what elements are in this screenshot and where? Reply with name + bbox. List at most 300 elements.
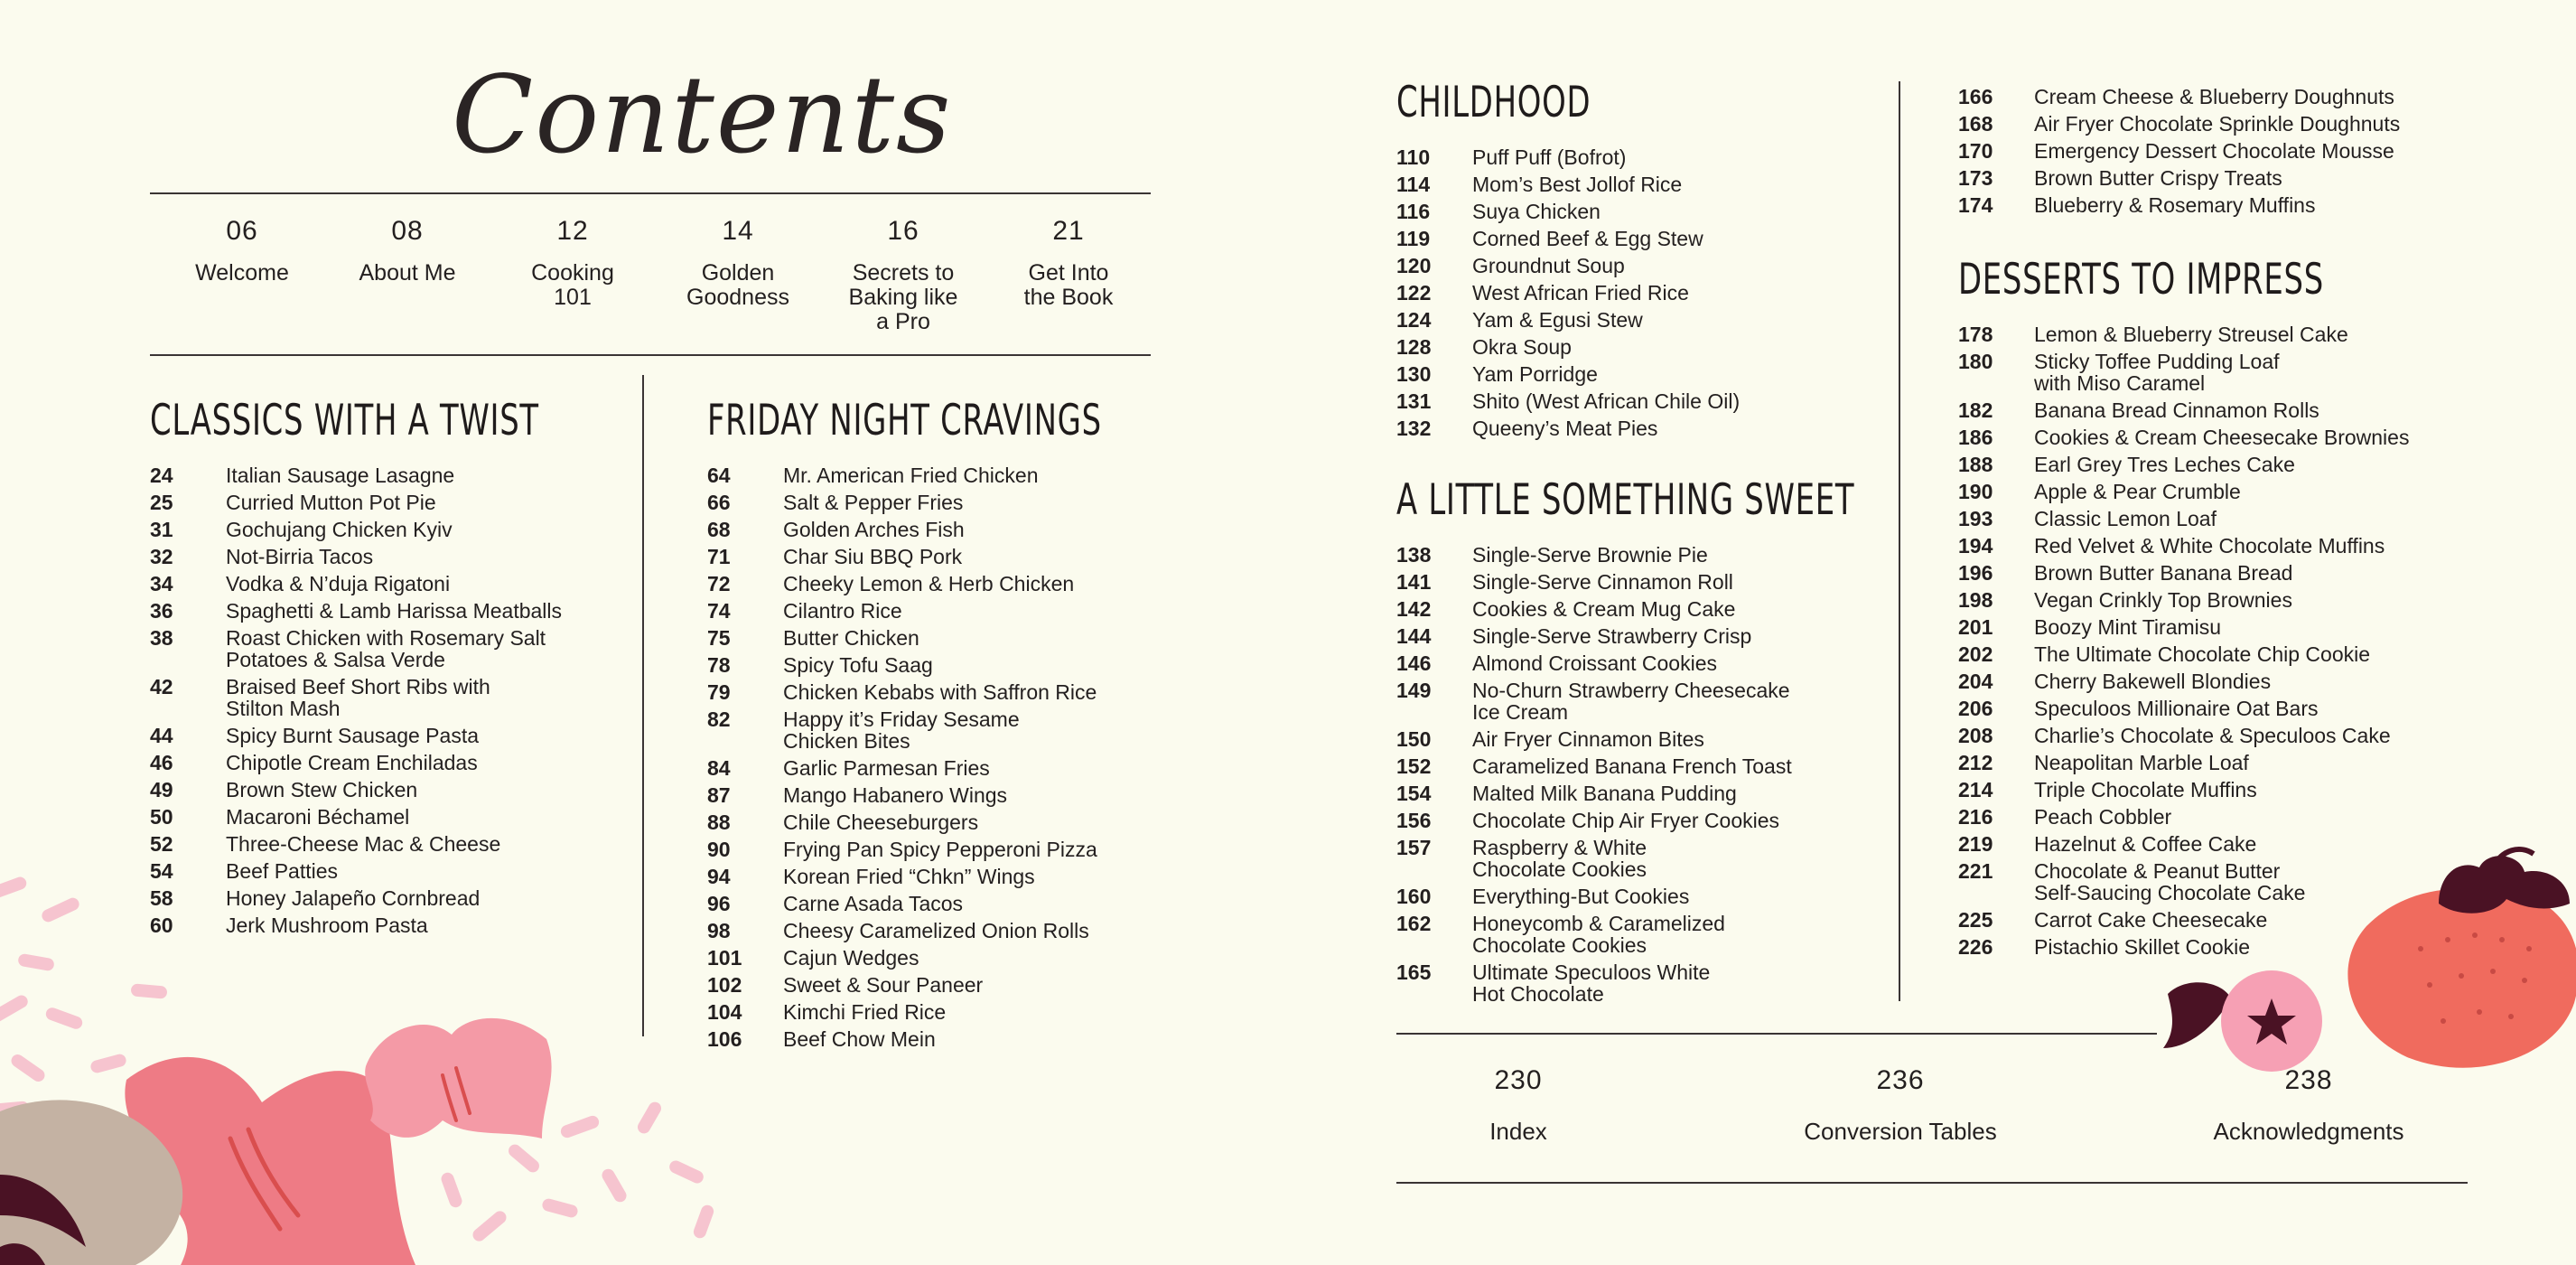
recipe-name: Shito (West African Chile Oil) xyxy=(1472,389,1741,413)
divider xyxy=(150,192,1151,194)
recipe-page-number: 46 xyxy=(150,751,173,774)
recipe-entry[interactable] xyxy=(150,887,620,909)
front-matter-item[interactable] xyxy=(657,216,819,310)
recipe-entry[interactable] xyxy=(1958,833,2536,855)
recipe-entry[interactable] xyxy=(1958,454,2536,475)
recipe-list-sweet-continued xyxy=(1958,86,2536,221)
recipe-page-number: 226 xyxy=(1958,935,1993,959)
recipe-name: Braised Beef Short Ribs with Stilton Mash xyxy=(226,675,490,720)
recipe-entry[interactable] xyxy=(150,779,620,801)
recipe-name: Air Fryer Chocolate Sprinkle Doughnuts xyxy=(2034,112,2401,136)
recipe-name: Korean Fried “Chkn” Wings xyxy=(783,865,1035,888)
recipe-page-number: 152 xyxy=(1396,754,1432,778)
page-number: 16 xyxy=(887,216,919,246)
recipe-page-number: 174 xyxy=(1958,193,1993,217)
appendix-label: Index xyxy=(1489,1118,1547,1145)
recipe-name: Vegan Crinkly Top Brownies xyxy=(2034,588,2292,612)
recipe-entry[interactable] xyxy=(150,806,620,828)
recipe-entry[interactable] xyxy=(1958,113,2536,135)
recipe-page-number: 144 xyxy=(1396,624,1432,648)
recipe-name: Puff Puff (Bofrot) xyxy=(1472,145,1627,169)
recipe-page-number: 208 xyxy=(1958,724,1993,747)
recipe-name: Spicy Burnt Sausage Pasta xyxy=(226,724,479,747)
recipe-name: Boozy Mint Tiramisu xyxy=(2034,615,2222,639)
chapter-label: Secrets to Baking like a Pro xyxy=(848,260,958,334)
recipe-entry[interactable] xyxy=(1958,698,2536,719)
recipe-page-number: 94 xyxy=(707,865,731,888)
recipe-page-number: 219 xyxy=(1958,832,1993,856)
recipe-entry[interactable] xyxy=(1958,426,2536,448)
recipe-name: Emergency Dessert Chocolate Mousse xyxy=(2034,139,2394,163)
recipe-entry[interactable] xyxy=(707,546,1159,567)
recipe-page-number: 160 xyxy=(1396,885,1432,908)
recipe-page-number: 206 xyxy=(1958,697,1993,720)
recipe-page-number: 202 xyxy=(1958,642,1993,666)
recipe-entry[interactable] xyxy=(1396,782,1875,804)
recipe-entry[interactable] xyxy=(1396,728,1875,750)
recipe-page-number: 165 xyxy=(1396,960,1432,984)
recipe-page-number: 68 xyxy=(707,518,731,541)
recipe-entry[interactable] xyxy=(707,627,1159,649)
recipe-name: Cheesy Caramelized Onion Rolls xyxy=(783,919,1089,942)
recipe-entry[interactable] xyxy=(1958,860,2536,904)
recipe-page-number: 186 xyxy=(1958,426,1993,449)
recipe-name: Spaghetti & Lamb Harissa Meatballs xyxy=(226,599,563,623)
recipe-entry[interactable] xyxy=(1396,282,1875,304)
recipe-entry[interactable] xyxy=(150,752,620,773)
recipe-name: Roast Chicken with Rosemary Salt Potatoes & Salsa Verde xyxy=(226,626,546,671)
recipe-entry[interactable] xyxy=(707,866,1159,887)
recipe-entry[interactable] xyxy=(1958,86,2536,108)
recipe-name: Spicy Tofu Saag xyxy=(783,653,933,677)
recipe-name: Single-Serve Strawberry Crisp xyxy=(1472,624,1752,648)
recipe-name: Red Velvet & White Chocolate Muffins xyxy=(2034,534,2385,558)
recipe-entry[interactable] xyxy=(1396,913,1875,956)
page-number: 230 xyxy=(1494,1065,1543,1095)
recipe-entry[interactable] xyxy=(707,654,1159,676)
recipe-page-number: 75 xyxy=(707,626,731,650)
recipe-name: Carrot Cake Cheesecake xyxy=(2034,908,2268,932)
recipe-name: Mango Habanero Wings xyxy=(783,783,1008,807)
recipe-entry[interactable] xyxy=(1958,399,2536,421)
recipe-name: Frying Pan Spicy Pepperoni Pizza xyxy=(783,838,1097,861)
recipe-entry[interactable] xyxy=(1396,886,1875,907)
recipe-entry[interactable] xyxy=(1396,755,1875,777)
front-matter-item[interactable] xyxy=(987,216,1150,310)
front-matter-item[interactable] xyxy=(161,216,323,286)
recipe-entry[interactable] xyxy=(1958,589,2536,611)
chapter-label: Cooking 101 xyxy=(531,260,614,310)
recipe-page-number: 36 xyxy=(150,599,173,623)
recipe-page-number: 178 xyxy=(1958,323,1993,346)
recipe-page-number: 116 xyxy=(1396,200,1431,223)
chapter-label: Golden Goodness xyxy=(686,260,789,310)
section-title-friday: FRIDAY NIGHT CRAVINGS xyxy=(707,396,1102,445)
recipe-page-number: 146 xyxy=(1396,651,1432,675)
recipe-name: Three-Cheese Mac & Cheese xyxy=(226,832,501,856)
recipe-page-number: 104 xyxy=(707,1000,742,1024)
recipe-entry[interactable] xyxy=(707,1028,1159,1050)
recipe-entry[interactable] xyxy=(1958,670,2536,692)
recipe-entry[interactable] xyxy=(707,839,1159,860)
recipe-name: Pistachio Skillet Cookie xyxy=(2034,935,2251,959)
recipe-entry[interactable] xyxy=(1958,752,2536,773)
recipe-name: Speculoos Millionaire Oat Bars xyxy=(2034,697,2319,720)
recipe-page-number: 52 xyxy=(150,832,173,856)
recipe-name: Char Siu BBQ Pork xyxy=(783,545,963,568)
recipe-page-number: 214 xyxy=(1958,778,1993,801)
recipe-name: Apple & Pear Crumble xyxy=(2034,480,2241,503)
recipe-entry[interactable] xyxy=(1396,837,1875,880)
recipe-name: Garlic Parmesan Fries xyxy=(783,756,990,780)
recipe-entry[interactable] xyxy=(1396,146,1875,168)
page-number: 12 xyxy=(556,216,589,246)
recipe-list-classics xyxy=(150,464,620,942)
recipe-name: Jerk Mushroom Pasta xyxy=(226,914,428,937)
recipe-page-number: 42 xyxy=(150,675,173,698)
appendix-label: Conversion Tables xyxy=(1804,1118,1997,1145)
recipe-page-number: 66 xyxy=(707,491,731,514)
recipe-page-number: 170 xyxy=(1958,139,1993,163)
recipe-page-number: 60 xyxy=(150,914,173,937)
recipe-name: Mr. American Fried Chicken xyxy=(783,464,1039,487)
recipe-name: Cream Cheese & Blueberry Doughnuts xyxy=(2034,85,2394,108)
recipe-name: Caramelized Banana French Toast xyxy=(1472,754,1792,778)
recipe-page-number: 221 xyxy=(1958,859,1993,883)
recipe-entry[interactable] xyxy=(1958,323,2536,345)
recipe-name: Ultimate Speculoos White Hot Chocolate xyxy=(1472,960,1711,1006)
recipe-name: Chocolate & Peanut Butter Self-Saucing Chocolate Cake xyxy=(2034,859,2306,904)
recipe-entry[interactable] xyxy=(150,546,620,567)
recipe-entry[interactable] xyxy=(1958,616,2536,638)
recipe-name: Chile Cheeseburgers xyxy=(783,811,979,834)
recipe-entry[interactable] xyxy=(1396,417,1875,439)
recipe-entry[interactable] xyxy=(707,784,1159,806)
recipe-name: Kimchi Fried Rice xyxy=(783,1000,947,1024)
recipe-name: Brown Butter Banana Bread xyxy=(2034,561,2293,585)
recipe-page-number: 157 xyxy=(1396,836,1432,859)
recipe-name: Hazelnut & Coffee Cake xyxy=(2034,832,2257,856)
recipe-entry[interactable] xyxy=(1958,167,2536,189)
recipe-page-number: 88 xyxy=(707,811,731,834)
recipe-entry[interactable] xyxy=(150,860,620,882)
recipe-entry[interactable] xyxy=(1958,909,2536,931)
section-title-childhood: CHILDHOOD xyxy=(1396,78,1591,127)
recipe-entry[interactable] xyxy=(1958,562,2536,584)
page-number: 08 xyxy=(391,216,424,246)
recipe-page-number: 124 xyxy=(1396,308,1432,332)
recipe-page-number: 190 xyxy=(1958,480,1993,503)
recipe-name: Cookies & Cream Cheesecake Brownies xyxy=(2034,426,2410,449)
recipe-page-number: 119 xyxy=(1396,227,1431,250)
section-title-sweet: A LITTLE SOMETHING SWEET xyxy=(1396,475,1855,525)
recipe-name: Air Fryer Cinnamon Bites xyxy=(1472,727,1704,751)
recipe-page-number: 156 xyxy=(1396,809,1432,832)
recipe-page-number: 84 xyxy=(707,756,731,780)
recipe-name: Mom’s Best Jollof Rice xyxy=(1472,173,1683,196)
recipe-entry[interactable] xyxy=(1396,228,1875,249)
recipe-page-number: 180 xyxy=(1958,350,1993,373)
recipe-name: Raspberry & White Chocolate Cookies xyxy=(1472,836,1647,881)
recipe-entry[interactable] xyxy=(707,811,1159,833)
recipe-name: Lemon & Blueberry Streusel Cake xyxy=(2034,323,2348,346)
recipe-entry[interactable] xyxy=(707,893,1159,914)
chapter-label: About Me xyxy=(359,260,456,286)
divider xyxy=(1396,1033,2157,1035)
recipe-list-friday xyxy=(707,464,1159,1055)
column-divider xyxy=(642,375,644,1036)
recipe-page-number: 74 xyxy=(707,599,731,623)
recipe-name: Queeny’s Meat Pies xyxy=(1472,417,1658,440)
recipe-page-number: 201 xyxy=(1958,615,1993,639)
recipe-name: Corned Beef & Egg Stew xyxy=(1472,227,1703,250)
recipe-entry[interactable] xyxy=(150,914,620,936)
recipe-name: Italian Sausage Lasagne xyxy=(226,464,455,487)
recipe-entry[interactable] xyxy=(707,573,1159,595)
recipe-entry[interactable] xyxy=(1958,508,2536,529)
recipe-page-number: 101 xyxy=(707,946,742,970)
recipe-entry[interactable] xyxy=(1396,390,1875,412)
recipe-page-number: 132 xyxy=(1396,417,1432,440)
section-title-classics: CLASSICS WITH A TWIST xyxy=(150,396,539,445)
recipe-name: Neapolitan Marble Loaf xyxy=(2034,751,2249,774)
recipe-name: Brown Butter Crispy Treats xyxy=(2034,166,2282,190)
recipe-name: Brown Stew Chicken xyxy=(226,778,418,801)
column-divider xyxy=(1899,81,1900,1001)
recipe-entry[interactable] xyxy=(1396,679,1875,723)
recipe-entry[interactable] xyxy=(1396,652,1875,674)
recipe-page-number: 102 xyxy=(707,973,742,997)
recipe-entry[interactable] xyxy=(150,464,620,486)
recipe-name: Earl Grey Tres Leches Cake xyxy=(2034,453,2295,476)
recipe-name: Peach Cobbler xyxy=(2034,805,2172,829)
recipe-entry[interactable] xyxy=(707,708,1159,752)
recipe-page-number: 79 xyxy=(707,680,731,704)
recipe-entry[interactable] xyxy=(150,600,620,622)
back-matter-item[interactable] xyxy=(2173,1065,2444,1146)
recipe-list-sweet xyxy=(1396,544,1875,1010)
recipe-page-number: 128 xyxy=(1396,335,1432,359)
recipe-entry[interactable] xyxy=(1958,643,2536,665)
recipe-page-number: 150 xyxy=(1396,727,1432,751)
recipe-name: Not-Birria Tacos xyxy=(226,545,374,568)
recipe-name: Cherry Bakewell Blondies xyxy=(2034,670,2272,693)
recipe-page-number: 173 xyxy=(1958,166,1993,190)
recipe-name: Chipotle Cream Enchiladas xyxy=(226,751,478,774)
recipe-name: Sticky Toffee Pudding Loaf with Miso Caramel xyxy=(2034,350,2280,395)
recipe-page-number: 149 xyxy=(1396,679,1432,702)
divider xyxy=(150,354,1151,356)
recipe-page-number: 225 xyxy=(1958,908,1993,932)
recipe-entry[interactable] xyxy=(707,974,1159,996)
recipe-page-number: 204 xyxy=(1958,670,1993,693)
appendix-label: Acknowledgments xyxy=(2213,1118,2404,1145)
recipe-name: Groundnut Soup xyxy=(1472,254,1625,277)
page-title: Contents xyxy=(452,52,953,177)
recipe-entry[interactable] xyxy=(1396,810,1875,831)
recipe-page-number: 162 xyxy=(1396,912,1432,935)
front-matter-item[interactable] xyxy=(822,216,985,334)
recipe-name: Triple Chocolate Muffins xyxy=(2034,778,2257,801)
recipe-entry[interactable] xyxy=(1958,806,2536,828)
recipe-page-number: 44 xyxy=(150,724,173,747)
recipe-page-number: 141 xyxy=(1396,570,1432,594)
recipe-page-number: 193 xyxy=(1958,507,1993,530)
recipe-entry[interactable] xyxy=(150,833,620,855)
recipe-name: Charlie’s Chocolate & Speculoos Cake xyxy=(2034,724,2391,747)
recipe-page-number: 194 xyxy=(1958,534,1993,558)
recipe-name: Almond Croissant Cookies xyxy=(1472,651,1718,675)
recipe-list-impress xyxy=(1958,323,2536,963)
recipe-entry[interactable] xyxy=(1958,140,2536,162)
recipe-page-number: 166 xyxy=(1958,85,1993,108)
recipe-name: Chicken Kebabs with Saffron Rice xyxy=(783,680,1097,704)
recipe-page-number: 110 xyxy=(1396,145,1431,169)
recipe-page-number: 72 xyxy=(707,572,731,595)
recipe-entry[interactable] xyxy=(150,492,620,513)
recipe-name: Cheeky Lemon & Herb Chicken xyxy=(783,572,1075,595)
recipe-entry[interactable] xyxy=(1958,936,2536,958)
recipe-page-number: 71 xyxy=(707,545,731,568)
recipe-entry[interactable] xyxy=(707,1001,1159,1023)
back-matter-item[interactable] xyxy=(1765,1065,2036,1146)
recipe-page-number: 216 xyxy=(1958,805,1993,829)
recipe-name: Single-Serve Cinnamon Roll xyxy=(1472,570,1733,594)
recipe-page-number: 38 xyxy=(150,626,173,650)
recipe-entry[interactable] xyxy=(707,920,1159,942)
recipe-name: Yam & Egusi Stew xyxy=(1472,308,1643,332)
recipe-page-number: 168 xyxy=(1958,112,1993,136)
blueberry-illustration xyxy=(2163,970,2322,1072)
recipe-entry[interactable] xyxy=(1396,363,1875,385)
recipe-name: Honey Jalapeño Cornbread xyxy=(226,886,481,910)
recipe-entry[interactable] xyxy=(1958,481,2536,502)
recipe-page-number: 154 xyxy=(1396,782,1432,805)
recipe-entry[interactable] xyxy=(707,600,1159,622)
recipe-entry[interactable] xyxy=(1396,173,1875,195)
recipe-page-number: 87 xyxy=(707,783,731,807)
recipe-name: Banana Bread Cinnamon Rolls xyxy=(2034,398,2319,422)
recipe-name: Everything-But Cookies xyxy=(1472,885,1690,908)
recipe-page-number: 96 xyxy=(707,892,731,915)
recipe-name: Beef Chow Mein xyxy=(783,1027,936,1051)
recipe-entry[interactable] xyxy=(707,492,1159,513)
recipe-page-number: 58 xyxy=(150,886,173,910)
front-matter-item[interactable] xyxy=(326,216,489,286)
recipe-entry[interactable] xyxy=(1958,351,2536,394)
recipe-entry[interactable] xyxy=(707,464,1159,486)
recipe-name: No-Churn Strawberry Cheesecake Ice Cream xyxy=(1472,679,1790,724)
recipe-page-number: 196 xyxy=(1958,561,1993,585)
recipe-entry[interactable] xyxy=(1396,336,1875,358)
recipe-page-number: 32 xyxy=(150,545,173,568)
front-matter-item[interactable] xyxy=(491,216,654,310)
recipe-name: Sweet & Sour Paneer xyxy=(783,973,984,997)
recipe-page-number: 50 xyxy=(150,805,173,829)
recipe-entry[interactable] xyxy=(707,947,1159,969)
recipe-name: Vodka & N’duja Rigatoni xyxy=(226,572,451,595)
recipe-name: Okra Soup xyxy=(1472,335,1572,359)
page-number: 06 xyxy=(226,216,258,246)
recipe-entry[interactable] xyxy=(1396,598,1875,620)
recipe-name: Malted Milk Banana Pudding xyxy=(1472,782,1737,805)
recipe-page-number: 49 xyxy=(150,778,173,801)
recipe-page-number: 54 xyxy=(150,859,173,883)
page-number: 238 xyxy=(2284,1065,2333,1095)
recipe-name: Happy it’s Friday Sesame Chicken Bites xyxy=(783,707,1020,753)
recipe-name: Golden Arches Fish xyxy=(783,518,965,541)
page-number: 14 xyxy=(722,216,754,246)
recipe-entry[interactable] xyxy=(1396,201,1875,222)
recipe-entry[interactable] xyxy=(1958,535,2536,557)
recipe-entry[interactable] xyxy=(150,627,620,670)
recipe-name: Honeycomb & Caramelized Chocolate Cookies xyxy=(1472,912,1725,957)
recipe-entry[interactable] xyxy=(1958,194,2536,216)
recipe-page-number: 131 xyxy=(1396,389,1432,413)
recipe-name: Macaroni Béchamel xyxy=(226,805,410,829)
recipe-page-number: 106 xyxy=(707,1027,742,1051)
section-title-impress: DESSERTS TO IMPRESS xyxy=(1958,255,2324,305)
recipe-entry[interactable] xyxy=(1396,571,1875,593)
recipe-page-number: 24 xyxy=(150,464,173,487)
recipe-entry[interactable] xyxy=(1396,625,1875,647)
recipe-entry[interactable] xyxy=(150,519,620,540)
page-number: 236 xyxy=(1876,1065,1925,1095)
recipe-name: Cajun Wedges xyxy=(783,946,919,970)
recipe-name: Suya Chicken xyxy=(1472,200,1601,223)
recipe-name: Classic Lemon Loaf xyxy=(2034,507,2217,530)
recipe-name: Curried Mutton Pot Pie xyxy=(226,491,436,514)
recipe-entry[interactable] xyxy=(150,573,620,595)
divider xyxy=(1396,1182,2468,1184)
recipe-entry[interactable] xyxy=(1958,779,2536,801)
recipe-page-number: 212 xyxy=(1958,751,1993,774)
recipe-name: West African Fried Rice xyxy=(1472,281,1689,305)
recipe-entry[interactable] xyxy=(150,725,620,746)
recipe-entry[interactable] xyxy=(1396,961,1875,1005)
recipe-page-number: 122 xyxy=(1396,281,1432,305)
recipe-entry[interactable] xyxy=(707,681,1159,703)
recipe-page-number: 142 xyxy=(1396,597,1432,621)
back-matter-item[interactable] xyxy=(1383,1065,1654,1146)
recipe-name: Yam Porridge xyxy=(1472,362,1598,386)
recipe-entry[interactable] xyxy=(1396,544,1875,566)
recipe-page-number: 90 xyxy=(707,838,731,861)
recipe-page-number: 82 xyxy=(707,707,731,731)
recipe-entry[interactable] xyxy=(150,676,620,719)
recipe-page-number: 198 xyxy=(1958,588,1993,612)
recipe-page-number: 34 xyxy=(150,572,173,595)
recipe-entry[interactable] xyxy=(707,757,1159,779)
recipe-name: Salt & Pepper Fries xyxy=(783,491,964,514)
recipe-name: Cilantro Rice xyxy=(783,599,902,623)
recipe-page-number: 25 xyxy=(150,491,173,514)
recipe-page-number: 138 xyxy=(1396,543,1432,567)
recipe-name: Single-Serve Brownie Pie xyxy=(1472,543,1708,567)
recipe-entry[interactable] xyxy=(1396,309,1875,331)
recipe-name: Blueberry & Rosemary Muffins xyxy=(2034,193,2316,217)
recipe-entry[interactable] xyxy=(1396,255,1875,276)
page-number: 21 xyxy=(1052,216,1085,246)
recipe-page-number: 78 xyxy=(707,653,731,677)
recipe-entry[interactable] xyxy=(707,519,1159,540)
recipe-entry[interactable] xyxy=(1958,725,2536,746)
recipe-name: Beef Patties xyxy=(226,859,339,883)
recipe-page-number: 130 xyxy=(1396,362,1432,386)
recipe-name: Gochujang Chicken Kyiv xyxy=(226,518,453,541)
recipe-page-number: 120 xyxy=(1396,254,1432,277)
recipe-name: Cookies & Cream Mug Cake xyxy=(1472,597,1736,621)
